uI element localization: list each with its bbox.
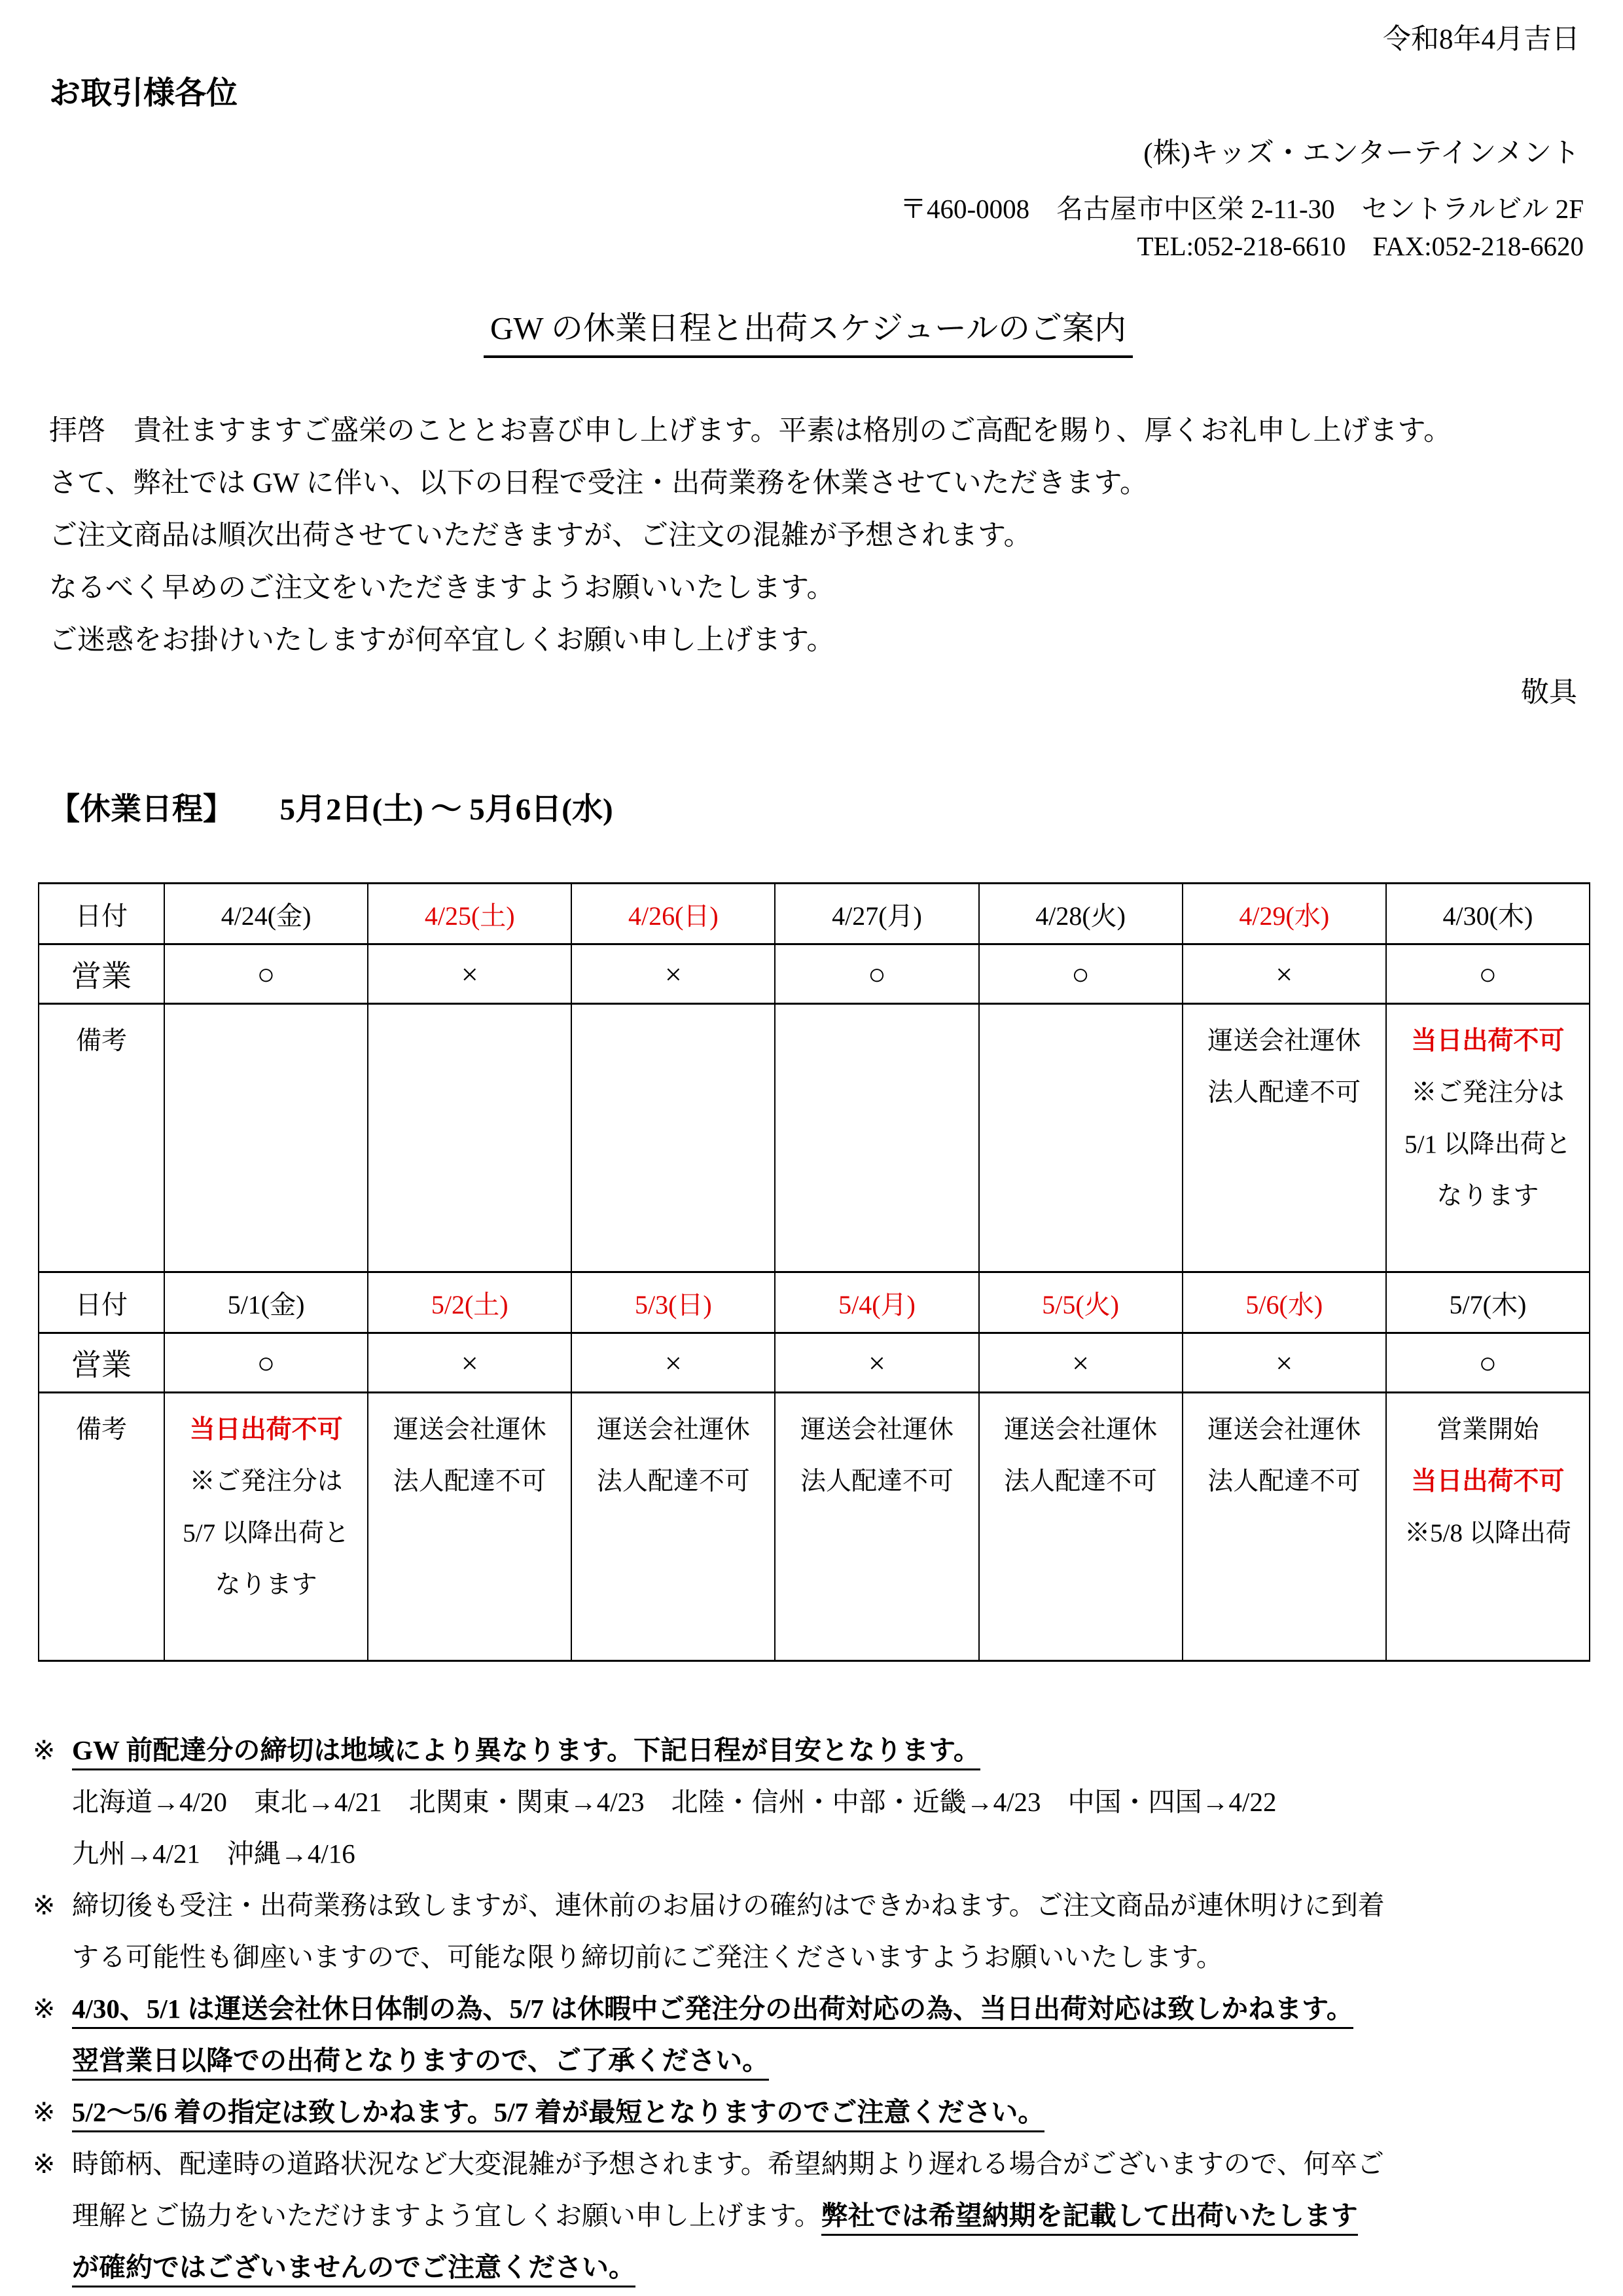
- issue-date: 令和8年4月吉日: [1383, 24, 1580, 55]
- note-line: [72, 2138, 1584, 2190]
- document-title: GW の休業日程と出荷スケジュールのご案内: [484, 303, 1133, 358]
- open-status-cell: ○: [775, 944, 978, 1004]
- note-line: [72, 1828, 1584, 1880]
- note-item: [33, 1880, 1584, 1983]
- remarks-line: なります: [215, 1571, 317, 1599]
- note-text-run: 5/2～5/6 着の指定は致しかねます。5/7 着が最短となりますのでご注意ください。: [72, 2097, 1044, 2132]
- open-status-cell: ×: [368, 944, 571, 1004]
- remarks-cell: [775, 1393, 978, 1661]
- open-status-cell: ○: [164, 1333, 368, 1393]
- note-item: [33, 2087, 1584, 2138]
- remarks-line: ※ご発注分は: [189, 1467, 343, 1496]
- note-line: [72, 2087, 1584, 2138]
- row-label-date: 日付: [39, 884, 164, 944]
- shipping-schedule-table: [38, 882, 1590, 1662]
- note-text-run: する可能性も御座いますので、可能な限り締切前にご発注くださいますようお願いいたします。: [72, 1942, 1223, 1972]
- body-line: ご迷惑をお掛けいたしますが何卒宜しくお願い申し上げます。: [49, 625, 835, 656]
- remarks-cell: [1183, 1004, 1386, 1272]
- remarks-line: 法人配達不可: [1207, 1079, 1361, 1107]
- open-status-cell: ×: [775, 1333, 978, 1393]
- note-line: [72, 1725, 1584, 1776]
- recipient-line: お取引様各位: [49, 76, 238, 111]
- remarks-line: 運送会社運休: [800, 1416, 954, 1444]
- remarks-line: 法人配達不可: [800, 1467, 954, 1496]
- remarks-line: 運送会社運休: [1207, 1027, 1361, 1055]
- date-cell: 4/26(日): [571, 884, 775, 944]
- row-label-remarks: 備考: [39, 1004, 164, 1272]
- row-label-open: 営業: [39, 944, 164, 1004]
- remarks-cell: [164, 1004, 368, 1272]
- date-cell: 4/28(火): [979, 884, 1183, 944]
- greeting-paragraph: [49, 405, 1584, 667]
- remarks-line: 5/7 以降出荷と: [183, 1519, 349, 1547]
- open-status-cell: ○: [164, 944, 368, 1004]
- company-tel-fax: TEL:052-218-6610 FAX:052-218-6620: [1137, 231, 1584, 261]
- open-status-cell: ×: [571, 1333, 775, 1393]
- row-label-remarks: 備考: [39, 1393, 164, 1661]
- open-status-cell: ×: [368, 1333, 571, 1393]
- body-line: 拝啓 貴社ますますご盛栄のこととお喜び申し上げます。平素は格別のご高配を賜り、厚くお礼申し上げます。: [49, 416, 1452, 446]
- remarks-cell: [1386, 1393, 1590, 1661]
- remarks-line: 当日出荷不可: [1411, 1467, 1565, 1496]
- remarks-cell: [775, 1004, 978, 1272]
- date-cell: 5/5(火): [979, 1272, 1183, 1333]
- date-cell: 4/29(水): [1183, 884, 1386, 944]
- note-line: [72, 1931, 1584, 1983]
- note-line: [72, 1880, 1584, 1931]
- remarks-cell: [571, 1004, 775, 1272]
- note-item: [33, 1983, 1584, 2087]
- remarks-cell: [571, 1393, 775, 1661]
- remarks-line: 法人配達不可: [1004, 1467, 1158, 1496]
- open-status-cell: ○: [1386, 944, 1590, 1004]
- note-marker: ※: [33, 1735, 56, 1765]
- remarks-line: 法人配達不可: [596, 1467, 750, 1496]
- company-address: 〒460-0008 名古屋市中区栄 2-11-30 セントラルビル 2F: [899, 194, 1584, 224]
- remarks-cell: [368, 1004, 571, 1272]
- remarks-line: ※5/8 以降出荷: [1404, 1519, 1571, 1547]
- note-text-run: 時節柄、配達時の道路状況など大変混雑が予想されます。希望納期より遅れる場合がございますので、何卒ご: [72, 2149, 1384, 2179]
- open-status-cell: ×: [571, 944, 775, 1004]
- open-status-cell: ×: [1183, 1333, 1386, 1393]
- remarks-cell: [164, 1393, 368, 1661]
- date-cell: 5/1(金): [164, 1272, 368, 1333]
- notes-section: [33, 1725, 1584, 2293]
- note-item: [33, 1725, 1584, 1880]
- remarks-cell: [979, 1393, 1183, 1661]
- note-text-run: 北海道→4/20 東北→4/21 北関東・関東→4/23 北陸・信州・中部・近畿→4/23 中国・四国→4/22: [72, 1787, 1277, 1817]
- company-name: (株)キッズ・エンターテインメント: [1143, 138, 1580, 169]
- date-cell: 5/6(水): [1183, 1272, 1386, 1333]
- date-cell: 4/30(木): [1386, 884, 1590, 944]
- note-text-run: 締切後も受注・出荷業務は致しますが、連休前のお届けの確約はできかねます。ご注文商品が連休明けに到着: [72, 1890, 1385, 1920]
- remarks-line: 運送会社運休: [1004, 1416, 1158, 1444]
- note-text-run: 4/30、5/1 は運送会社休日体制の為、5/7 は休暇中ご発注分の出荷対応の為、当日出荷対応は致しかねます。: [72, 1994, 1353, 2029]
- open-status-cell: ○: [979, 944, 1183, 1004]
- date-cell: 4/24(金): [164, 884, 368, 944]
- remarks-line: 法人配達不可: [1207, 1467, 1361, 1496]
- note-marker: ※: [33, 2097, 56, 2127]
- date-cell: 4/25(土): [368, 884, 571, 944]
- note-line: [72, 2035, 1584, 2087]
- open-status-cell: ×: [1183, 944, 1386, 1004]
- row-label-open: 営業: [39, 1333, 164, 1393]
- body-line: さて、弊社では GW に伴い、以下の日程で受注・出荷業務を休業させていただきます。: [49, 468, 1149, 499]
- remarks-cell: [368, 1393, 571, 1661]
- note-marker: ※: [33, 1890, 56, 1920]
- note-line: [72, 2242, 1584, 2293]
- note-line: [72, 1776, 1584, 1828]
- note-text-run: GW 前配達分の締切は地域により異なります。下記日程が目安となります。: [72, 1735, 980, 1770]
- remarks-cell: [1183, 1393, 1386, 1661]
- remarks-cell: [979, 1004, 1183, 1272]
- date-cell: 5/7(木): [1386, 1272, 1590, 1333]
- note-text-run: 翌営業日以降での出荷となりますので、ご了承ください。: [72, 2045, 769, 2081]
- remarks-line: 当日出荷不可: [1411, 1027, 1565, 1055]
- title-row: [33, 303, 1584, 358]
- open-status-cell: ○: [1386, 1333, 1590, 1393]
- note-marker: ※: [33, 2149, 56, 2179]
- remarks-line: 運送会社運休: [393, 1416, 546, 1444]
- body-line: ご注文商品は順次出荷させていただきますが、ご注文の混雑が予想されます。: [49, 520, 1032, 551]
- remarks-line: ※ご発注分は: [1411, 1079, 1565, 1107]
- date-cell: 4/27(月): [775, 884, 978, 944]
- remarks-line: 営業開始: [1436, 1416, 1539, 1444]
- remarks-line: 5/1 以降出荷と: [1404, 1130, 1571, 1158]
- note-text-run: が確約ではございませんのでご注意ください。: [72, 2252, 635, 2287]
- date-cell: 5/4(月): [775, 1272, 978, 1333]
- note-line: [72, 1983, 1584, 2035]
- date-cell: 5/3(日): [571, 1272, 775, 1333]
- closing-word: 敬具: [1521, 677, 1577, 708]
- remarks-line: 当日出荷不可: [189, 1416, 343, 1444]
- open-status-cell: ×: [979, 1333, 1183, 1393]
- remarks-line: 法人配達不可: [393, 1467, 546, 1496]
- holiday-period-heading: 【休業日程】 5月2日(土) ～ 5月6日(水): [49, 793, 613, 827]
- note-text-run: 弊社では希望納期を記載して出荷いたします: [821, 2200, 1358, 2236]
- note-text-run: 理解とご協力をいただけますよう宜しくお願い申し上げます。: [72, 2200, 821, 2231]
- row-label-date: 日付: [39, 1272, 164, 1333]
- note-marker: ※: [33, 1994, 56, 2024]
- remarks-cell: [1386, 1004, 1590, 1272]
- note-line: [72, 2190, 1584, 2242]
- remarks-line: なります: [1436, 1182, 1539, 1210]
- remarks-line: 運送会社運休: [1207, 1416, 1361, 1444]
- body-line: なるべく早めのご注文をいただきますようお願いいたします。: [49, 573, 835, 603]
- note-text-run: 九州→4/21 沖縄→4/16: [72, 1839, 355, 1869]
- note-item: [33, 2138, 1584, 2293]
- remarks-line: 運送会社運休: [596, 1416, 750, 1444]
- date-cell: 5/2(土): [368, 1272, 571, 1333]
